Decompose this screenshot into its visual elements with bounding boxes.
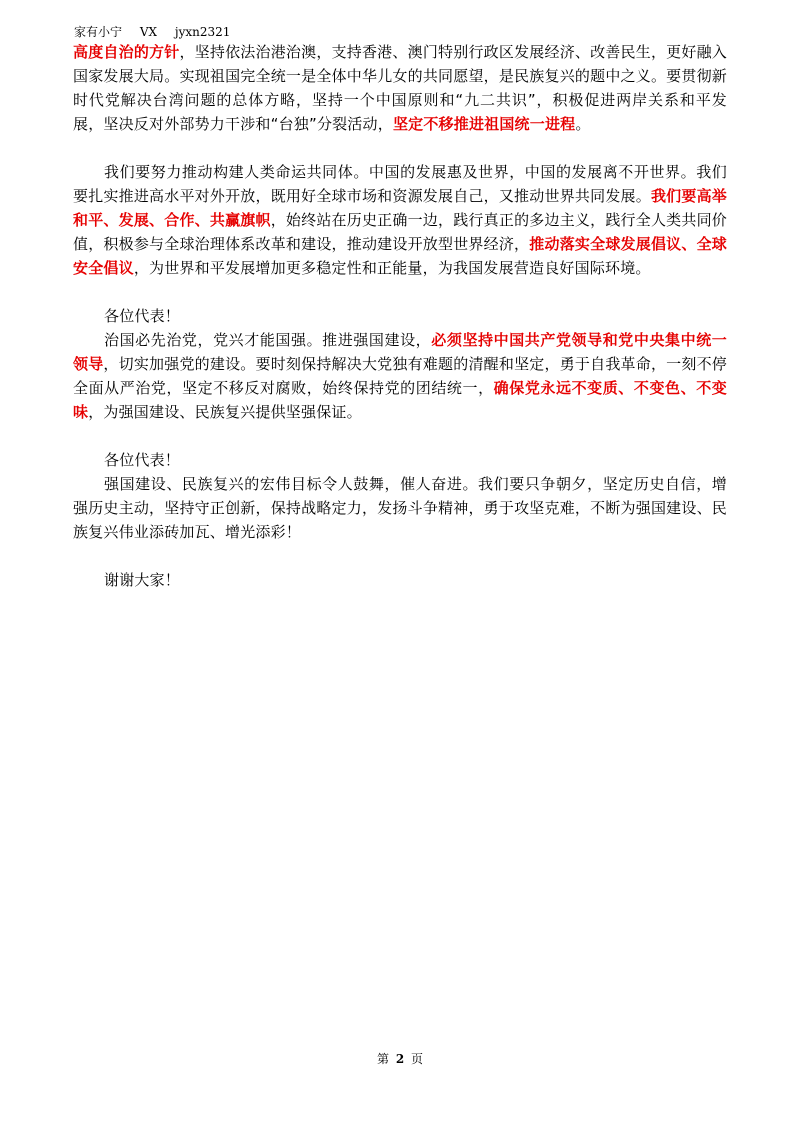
paragraph-gap [73,136,727,160]
paragraph [73,472,727,544]
body-text: ，坚持依法治港治澳，支持香港、澳门特别行政区发展经济、改善民生，更好融入国家发展大局。实现祖国完全统一是全体中华儿女的共同愿望，是民族复兴的题中之义。要贯彻新时代党解决台湾问题的总体方略，坚持一个中国原则和“九二共识”，积极促进两岸关系和平发展，坚决反对外部势力干涉和“台独”分裂活动， [73,43,727,133]
paragraph [73,568,727,592]
body-text: ，始终站在历史正确一边，践行真正的多边主义，践行全人类共同价值，积极参与全球治理体系改革和建设，推动建设开放型世界经济， [73,211,727,253]
page-number: 2 [395,1052,405,1066]
body-text: 各位代表！ [104,451,181,469]
highlighted-text: 确保党永远不变质、不变色、不变味 [73,379,727,421]
paragraph [73,304,727,328]
paragraph-gap [73,544,727,568]
page-header [74,24,244,40]
body-text: ，为强国建设、民族复兴提供坚强保证。 [88,403,362,421]
footer-suffix: 页 [411,1052,424,1066]
body-text: ，为世界和平发展增加更多稳定性和正能量，为我国发展营造良好国际环境。 [133,259,651,277]
highlighted-text: 坚定不移推进祖国统一进程 [392,115,576,133]
paragraph-gap [73,280,727,304]
highlighted-text: 我们要高举和平、发展、合作、共赢旗帜 [73,187,727,229]
page-footer [0,1050,800,1067]
paragraph [73,160,727,280]
paragraph-gap [73,424,727,448]
body-text: 我们要努力推动构建人类命运共同体。中国的发展惠及世界，中国的发展离不开世界。我们要扎实推进高水平对外开放，既用好全球市场和资源发展自己，又推动世界共同发展。 [73,163,727,205]
body-text: ，切实加强党的建设。要时刻保持解决大党独有难题的清醒和坚定，勇于自我革命，一刻不停全面从严治党，坚定不移反对腐败，始终保持党的团结统一， [73,355,727,397]
body-text: 治国必先治党，党兴才能国强。推进强国建设， [104,331,432,349]
header-contact-id: jyxn2321 [174,25,231,39]
highlighted-text: 必须坚持中国共产党领导和党中央集中统一领导 [73,331,727,373]
header-contact-label: VX [139,25,158,39]
paragraph [73,328,727,424]
highlighted-text: 高度自治的方针 [73,43,180,61]
paragraph [73,448,727,472]
body-text: 各位代表！ [104,307,181,325]
header-author: 家有小宁 [74,25,123,39]
body-text: 强国建设、民族复兴的宏伟目标令人鼓舞，催人奋进。我们要只争朝夕，坚定历史自信，增强历史主动，坚持守正创新，保持战略定力，发扬斗争精神，勇于攻坚克难，不断为强国建设、民族复兴伟业添砖加瓦、增光添彩！ [73,475,727,541]
body-text: 谢谢大家！ [104,571,181,589]
footer-prefix: 第 [376,1052,389,1066]
body-text: 。 [575,115,591,133]
document-body [73,40,727,592]
highlighted-text: 推动落实全球发展倡议、全球安全倡议 [73,235,727,277]
paragraph [73,40,727,136]
